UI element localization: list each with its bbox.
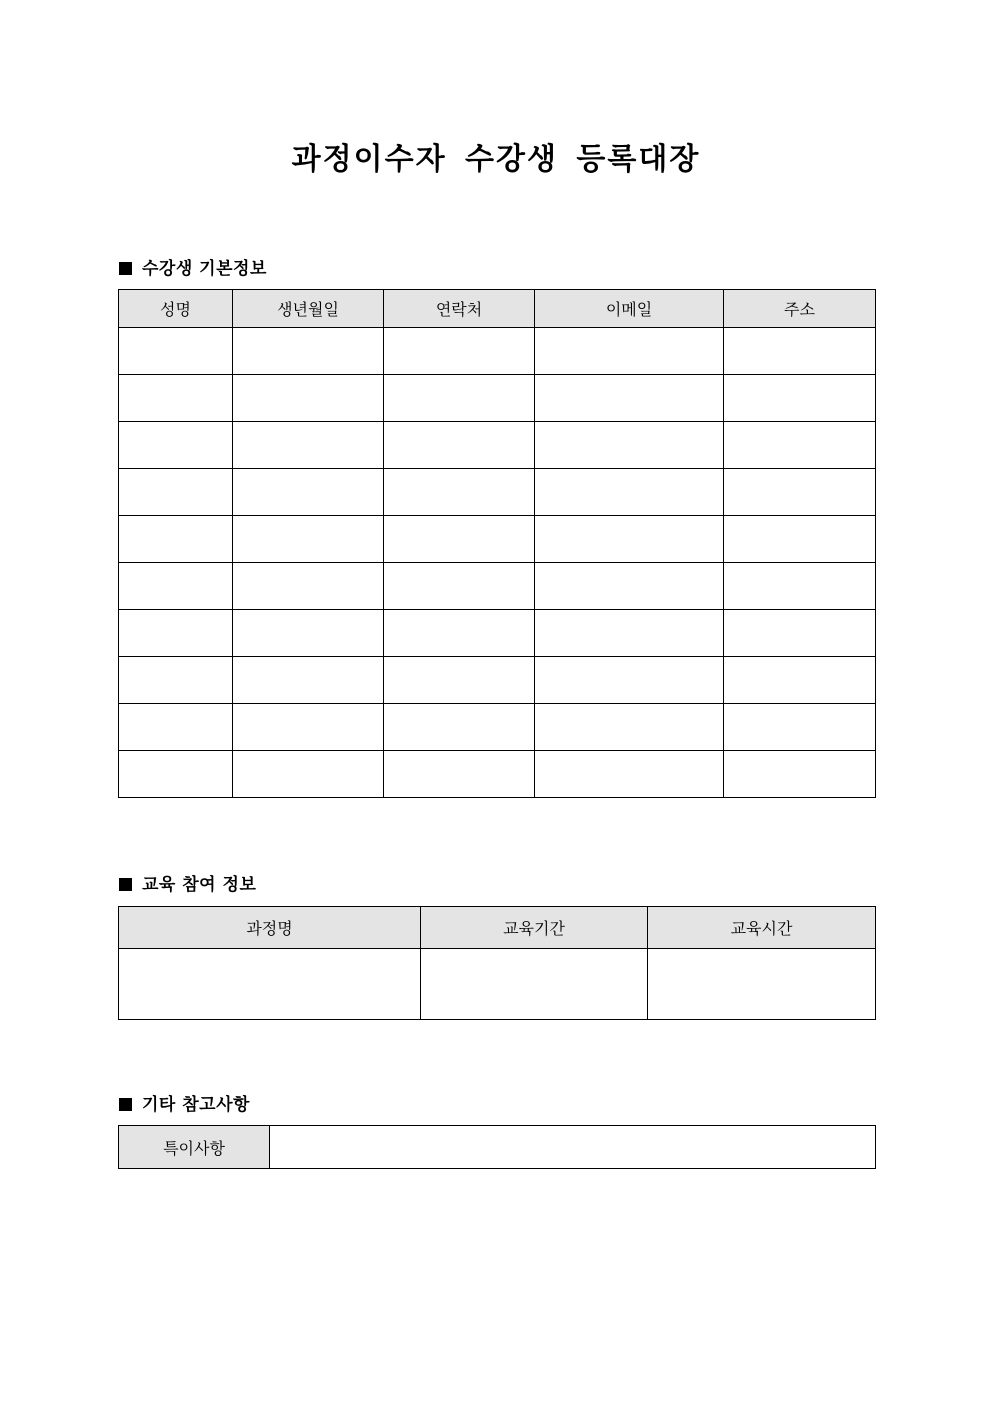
- student-info-table: [118, 289, 876, 798]
- notes-value-cell[interactable]: [270, 1126, 876, 1169]
- address-cell[interactable]: [724, 657, 876, 704]
- section-heading-text: 수강생 기본정보: [142, 259, 267, 279]
- square-bullet-icon: [119, 262, 132, 275]
- square-bullet-icon: [119, 878, 132, 891]
- birthdate-cell[interactable]: [233, 657, 384, 704]
- header-name: 성명: [119, 290, 233, 328]
- name-cell[interactable]: [119, 563, 233, 610]
- birthdate-cell[interactable]: [233, 704, 384, 751]
- table-header-row: [119, 290, 876, 328]
- table-row: [119, 328, 876, 375]
- address-cell[interactable]: [724, 563, 876, 610]
- table-row: [119, 375, 876, 422]
- email-cell[interactable]: [535, 704, 724, 751]
- table-row: [119, 422, 876, 469]
- page-title: 과정이수자 수강생 등록대장: [291, 142, 701, 177]
- birthdate-cell[interactable]: [233, 610, 384, 657]
- name-cell[interactable]: [119, 751, 233, 798]
- name-cell[interactable]: [119, 422, 233, 469]
- name-cell[interactable]: [119, 610, 233, 657]
- square-bullet-icon: [119, 1098, 132, 1111]
- table-header-row: [119, 907, 876, 949]
- email-cell[interactable]: [535, 469, 724, 516]
- email-cell[interactable]: [535, 751, 724, 798]
- section-heading-text: 기타 참고사항: [142, 1095, 250, 1115]
- header-birthdate: 생년월일: [233, 290, 384, 328]
- name-cell[interactable]: [119, 657, 233, 704]
- contact-cell[interactable]: [384, 704, 535, 751]
- address-cell[interactable]: [724, 751, 876, 798]
- table-row: [119, 516, 876, 563]
- table-row: [119, 751, 876, 798]
- email-cell[interactable]: [535, 328, 724, 375]
- email-cell[interactable]: [535, 563, 724, 610]
- contact-cell[interactable]: [384, 657, 535, 704]
- name-cell[interactable]: [119, 328, 233, 375]
- birthdate-cell[interactable]: [233, 328, 384, 375]
- header-contact: 연락처: [384, 290, 535, 328]
- name-cell[interactable]: [119, 704, 233, 751]
- address-cell[interactable]: [724, 422, 876, 469]
- education-period-cell[interactable]: [421, 949, 648, 1020]
- contact-cell[interactable]: [384, 751, 535, 798]
- table-row: [119, 469, 876, 516]
- table-row: [119, 949, 876, 1020]
- birthdate-cell[interactable]: [233, 422, 384, 469]
- address-cell[interactable]: [724, 375, 876, 422]
- table-row: [119, 657, 876, 704]
- contact-cell[interactable]: [384, 375, 535, 422]
- birthdate-cell[interactable]: [233, 516, 384, 563]
- table-row: [119, 610, 876, 657]
- notes-label: 특이사항: [119, 1126, 270, 1169]
- birthdate-cell[interactable]: [233, 563, 384, 610]
- birthdate-cell[interactable]: [233, 469, 384, 516]
- name-cell[interactable]: [119, 375, 233, 422]
- address-cell[interactable]: [724, 610, 876, 657]
- address-cell[interactable]: [724, 704, 876, 751]
- education-info-table: [118, 906, 876, 1020]
- table-row: [119, 704, 876, 751]
- header-email: 이메일: [535, 290, 724, 328]
- name-cell[interactable]: [119, 516, 233, 563]
- table-row: [119, 563, 876, 610]
- contact-cell[interactable]: [384, 610, 535, 657]
- contact-cell[interactable]: [384, 422, 535, 469]
- address-cell[interactable]: [724, 328, 876, 375]
- contact-cell[interactable]: [384, 563, 535, 610]
- birthdate-cell[interactable]: [233, 751, 384, 798]
- contact-cell[interactable]: [384, 328, 535, 375]
- section-heading-education-info: [119, 870, 256, 895]
- contact-cell[interactable]: [384, 516, 535, 563]
- section-heading-notes: [119, 1090, 250, 1115]
- email-cell[interactable]: [535, 422, 724, 469]
- address-cell[interactable]: [724, 516, 876, 563]
- email-cell[interactable]: [535, 516, 724, 563]
- education-hours-cell[interactable]: [648, 949, 876, 1020]
- header-address: 주소: [724, 290, 876, 328]
- email-cell[interactable]: [535, 610, 724, 657]
- contact-cell[interactable]: [384, 469, 535, 516]
- header-course-name: 과정명: [119, 907, 421, 949]
- notes-table: [118, 1125, 876, 1169]
- section-heading-text: 교육 참여 정보: [142, 875, 257, 895]
- header-education-hours: 교육시간: [648, 907, 876, 949]
- course-name-cell[interactable]: [119, 949, 421, 1020]
- address-cell[interactable]: [724, 469, 876, 516]
- name-cell[interactable]: [119, 469, 233, 516]
- email-cell[interactable]: [535, 657, 724, 704]
- birthdate-cell[interactable]: [233, 375, 384, 422]
- header-education-period: 교육기간: [421, 907, 648, 949]
- table-row: [119, 1126, 876, 1169]
- email-cell[interactable]: [535, 375, 724, 422]
- section-heading-basic-info: [119, 254, 267, 279]
